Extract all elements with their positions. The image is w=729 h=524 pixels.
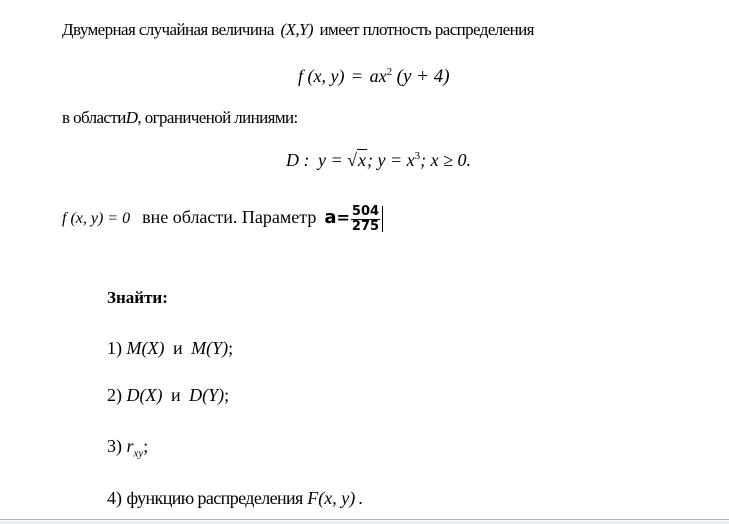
item-4-f: F(x, y) bbox=[307, 488, 356, 508]
item-1-num: 1) bbox=[107, 338, 122, 358]
region-var: D bbox=[125, 108, 138, 127]
item-1-b: M(Y) bbox=[191, 338, 229, 358]
find-item-1 bbox=[107, 338, 233, 359]
outside-text: вне области. Параметр bbox=[142, 207, 317, 227]
density-a-x: ax bbox=[369, 66, 387, 86]
item-3-end: ; bbox=[143, 436, 149, 456]
outside-line bbox=[62, 200, 383, 234]
item-3-r: r bbox=[126, 436, 134, 456]
intro-variable: (X,Y) bbox=[280, 20, 313, 39]
sqrt-arg: x bbox=[358, 150, 367, 170]
item-2-a: D(X) bbox=[126, 385, 163, 405]
fraction-numerator: 504 bbox=[351, 203, 380, 219]
item-3-sub: xy bbox=[133, 447, 144, 460]
density-eq: = bbox=[351, 66, 363, 86]
region-formula bbox=[286, 150, 471, 171]
item-4-num: 4) bbox=[107, 488, 122, 508]
intro-text-before: Двумерная случайная величина bbox=[62, 20, 274, 39]
item-2-b: D(Y) bbox=[189, 385, 225, 405]
region-sep1: ; y = x bbox=[367, 150, 415, 170]
item-4-text: функцию распределения bbox=[126, 488, 303, 508]
item-4-end: . bbox=[358, 488, 363, 508]
find-item-3 bbox=[107, 436, 148, 460]
find-item-4 bbox=[107, 488, 363, 509]
density-formula bbox=[298, 66, 450, 88]
item-2-num: 2) bbox=[107, 385, 122, 405]
density-exp: 2 bbox=[386, 66, 393, 78]
item-2-end: ; bbox=[224, 385, 230, 405]
outside-formula: f (x, y) = 0 bbox=[62, 210, 131, 227]
item-1-end: ; bbox=[228, 338, 234, 358]
find-heading: Знайти: bbox=[107, 288, 168, 307]
item-2-conj: и bbox=[170, 385, 181, 405]
param-eq: = bbox=[336, 208, 350, 227]
density-lhs: f (x, y) bbox=[298, 66, 345, 86]
region-label: D : bbox=[286, 150, 310, 170]
text-cursor bbox=[382, 206, 383, 232]
region-text-after: , ограниченой линиями: bbox=[137, 108, 298, 127]
density-paren: (y + 4) bbox=[396, 66, 450, 87]
intro-line bbox=[62, 20, 534, 40]
region-text: в области bbox=[62, 108, 126, 127]
item-1-a: M(X) bbox=[126, 338, 165, 358]
sqrt-expression: √x bbox=[347, 150, 367, 170]
intro-text-after: имеет плотность распределения bbox=[319, 20, 534, 39]
region-exp: 3 bbox=[414, 150, 421, 162]
find-item-2 bbox=[107, 385, 229, 406]
item-3-num: 3) bbox=[107, 436, 122, 456]
page-bottom-border bbox=[0, 519, 729, 520]
region-line bbox=[62, 108, 298, 128]
param-fraction bbox=[351, 205, 380, 234]
item-1-conj: и bbox=[172, 338, 183, 358]
param-a: a bbox=[324, 207, 337, 228]
fraction-denominator: 275 bbox=[351, 218, 380, 234]
region-sep2: ; x ≥ 0. bbox=[420, 150, 472, 170]
region-y1: y = bbox=[318, 150, 343, 170]
